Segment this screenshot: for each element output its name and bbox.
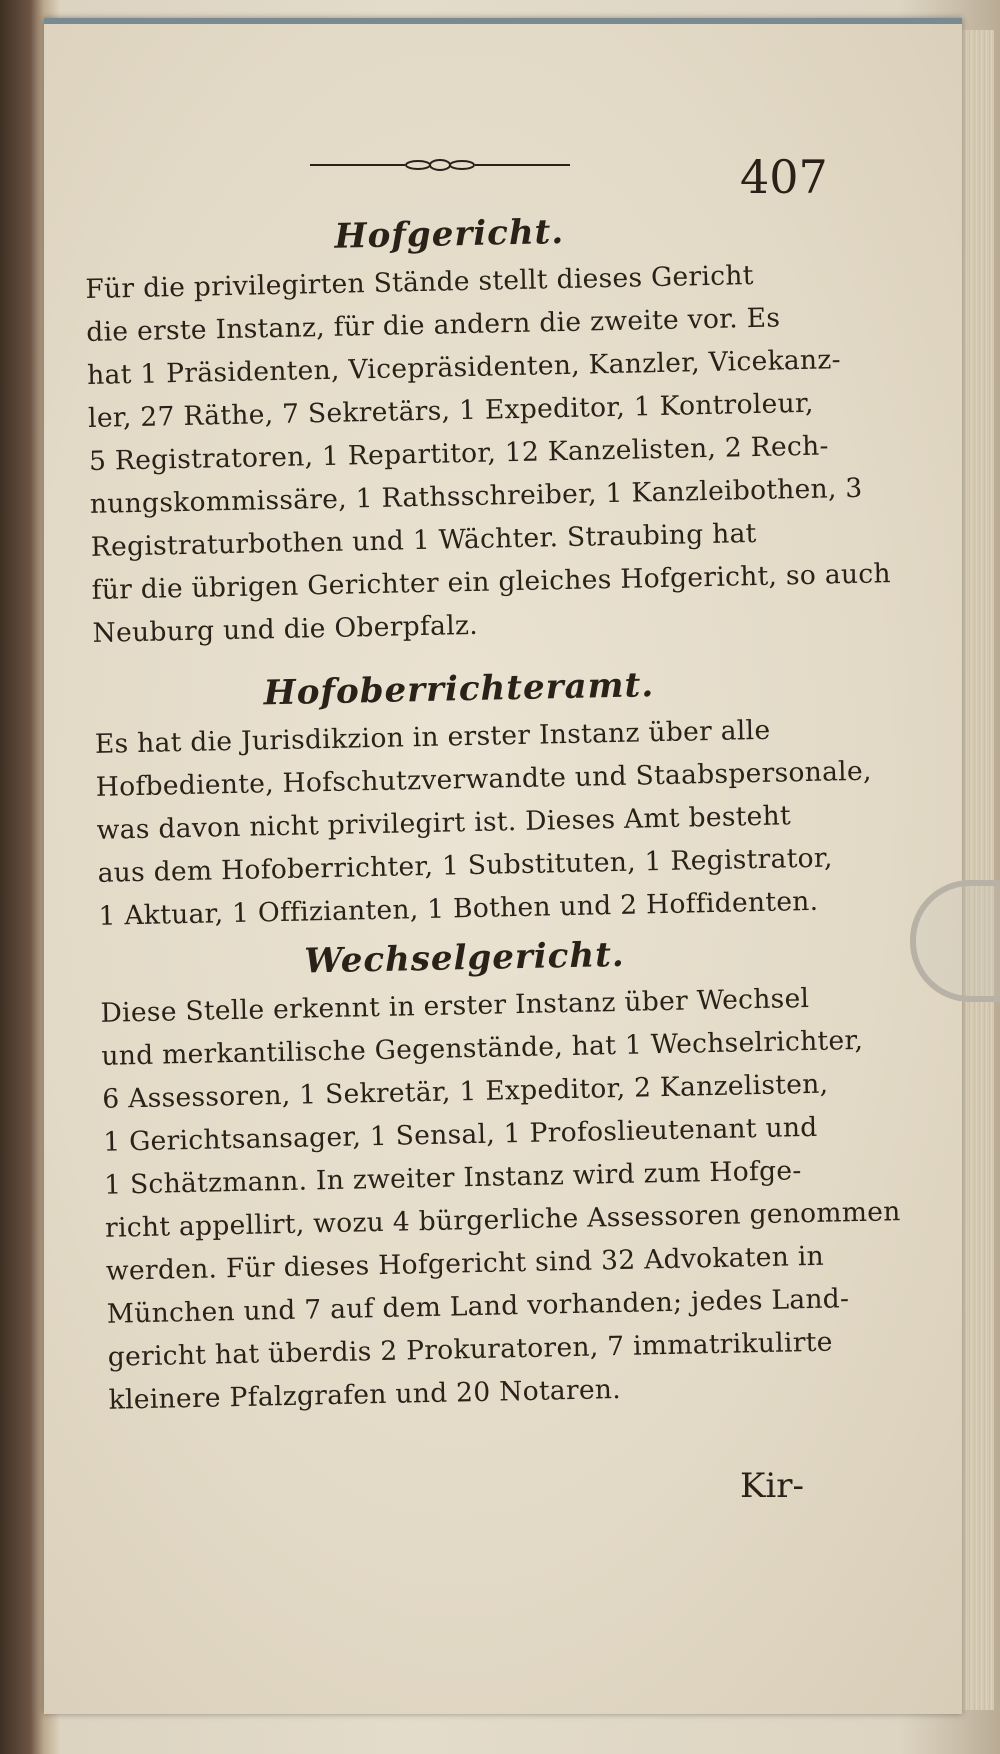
text-line: hat 1 Präsidenten, Vicepräsidenten, Kanzler, Vicekanz- (86, 344, 842, 391)
text-line: gericht hat überdis 2 Prokuratoren, 7 immatrikulirte (107, 1326, 833, 1373)
page-number: 407 (740, 150, 828, 204)
text-line: richt appellirt, wozu 4 bürgerliche Assessoren genommen (104, 1196, 901, 1244)
text-line: Neuburg und die Oberpfalz. (92, 609, 479, 649)
text-line: Hofbediente, Hofschutzverwandte und Staabspersonale, (95, 755, 872, 803)
text-line: 5 Registratoren, 1 Repartitor, 12 Kanzelisten, 2 Rech- (88, 430, 830, 477)
section-paragraph (100, 977, 901, 1422)
text-line: 6 Assessoren, 1 Sekretär, 1 Expeditor, 2 Kanzelisten, (102, 1068, 829, 1115)
text-block (84, 207, 901, 1422)
text-line: 1 Aktuar, 1 Offizianten, 1 Bothen und 2 Hoffidenten. (98, 885, 819, 932)
text-line: München und 7 auf dem Land vorhanden; jedes Land- (106, 1283, 850, 1330)
text-line: die erste Instanz, für die andern die zweite vor. Es (85, 302, 781, 348)
text-line: ler, 27 Räthe, 7 Sekretärs, 1 Expeditor, 1 Kontroleur, (87, 387, 815, 434)
section-title: Wechselgericht. (303, 934, 626, 982)
section-paragraph (94, 708, 872, 938)
text-line: Diese Stelle erkennt in erster Instanz über Wechsel (100, 982, 810, 1029)
ornament-rule (310, 158, 570, 172)
text-line: für die übrigen Gerichter ein gleiches Hofgericht, so auch (91, 558, 892, 606)
catchword: Kir- (740, 1466, 805, 1506)
text-line: Es hat die Jurisdikzion in erster Instanz über alle (94, 714, 771, 760)
section-title: Hofgericht. (334, 211, 565, 257)
section-paragraph (85, 253, 892, 655)
page-edges (958, 30, 994, 1710)
text-line: Für die privilegirten Stände stellt dieses Gericht (85, 259, 754, 305)
text-line: 1 Gerichtsansager, 1 Sensal, 1 Profoslieutenant und (102, 1111, 818, 1158)
text-line: werden. Für dieses Hofgericht sind 32 Advokaten in (105, 1240, 825, 1287)
text-line: und merkantilische Gegenstände, hat 1 Wechselrichter, (101, 1024, 864, 1072)
text-line: nungskommissäre, 1 Rathsschreiber, 1 Kanzleibothen, 3 (89, 472, 863, 520)
text-line: 1 Schätzmann. In zweiter Instanz wird zum Hofge- (103, 1155, 802, 1201)
section-title: Hofoberrichteramt. (263, 665, 655, 714)
text-line: was davon nicht privilegirt ist. Dieses Amt besteht (96, 800, 792, 846)
text-line: kleinere Pfalzgrafen und 20 Notaren. (108, 1374, 622, 1416)
text-line: aus dem Hofoberrichter, 1 Substituten, 1 Registrator, (97, 842, 833, 889)
text-line: Registraturbothen und 1 Wächter. Straubing hat (90, 517, 757, 563)
